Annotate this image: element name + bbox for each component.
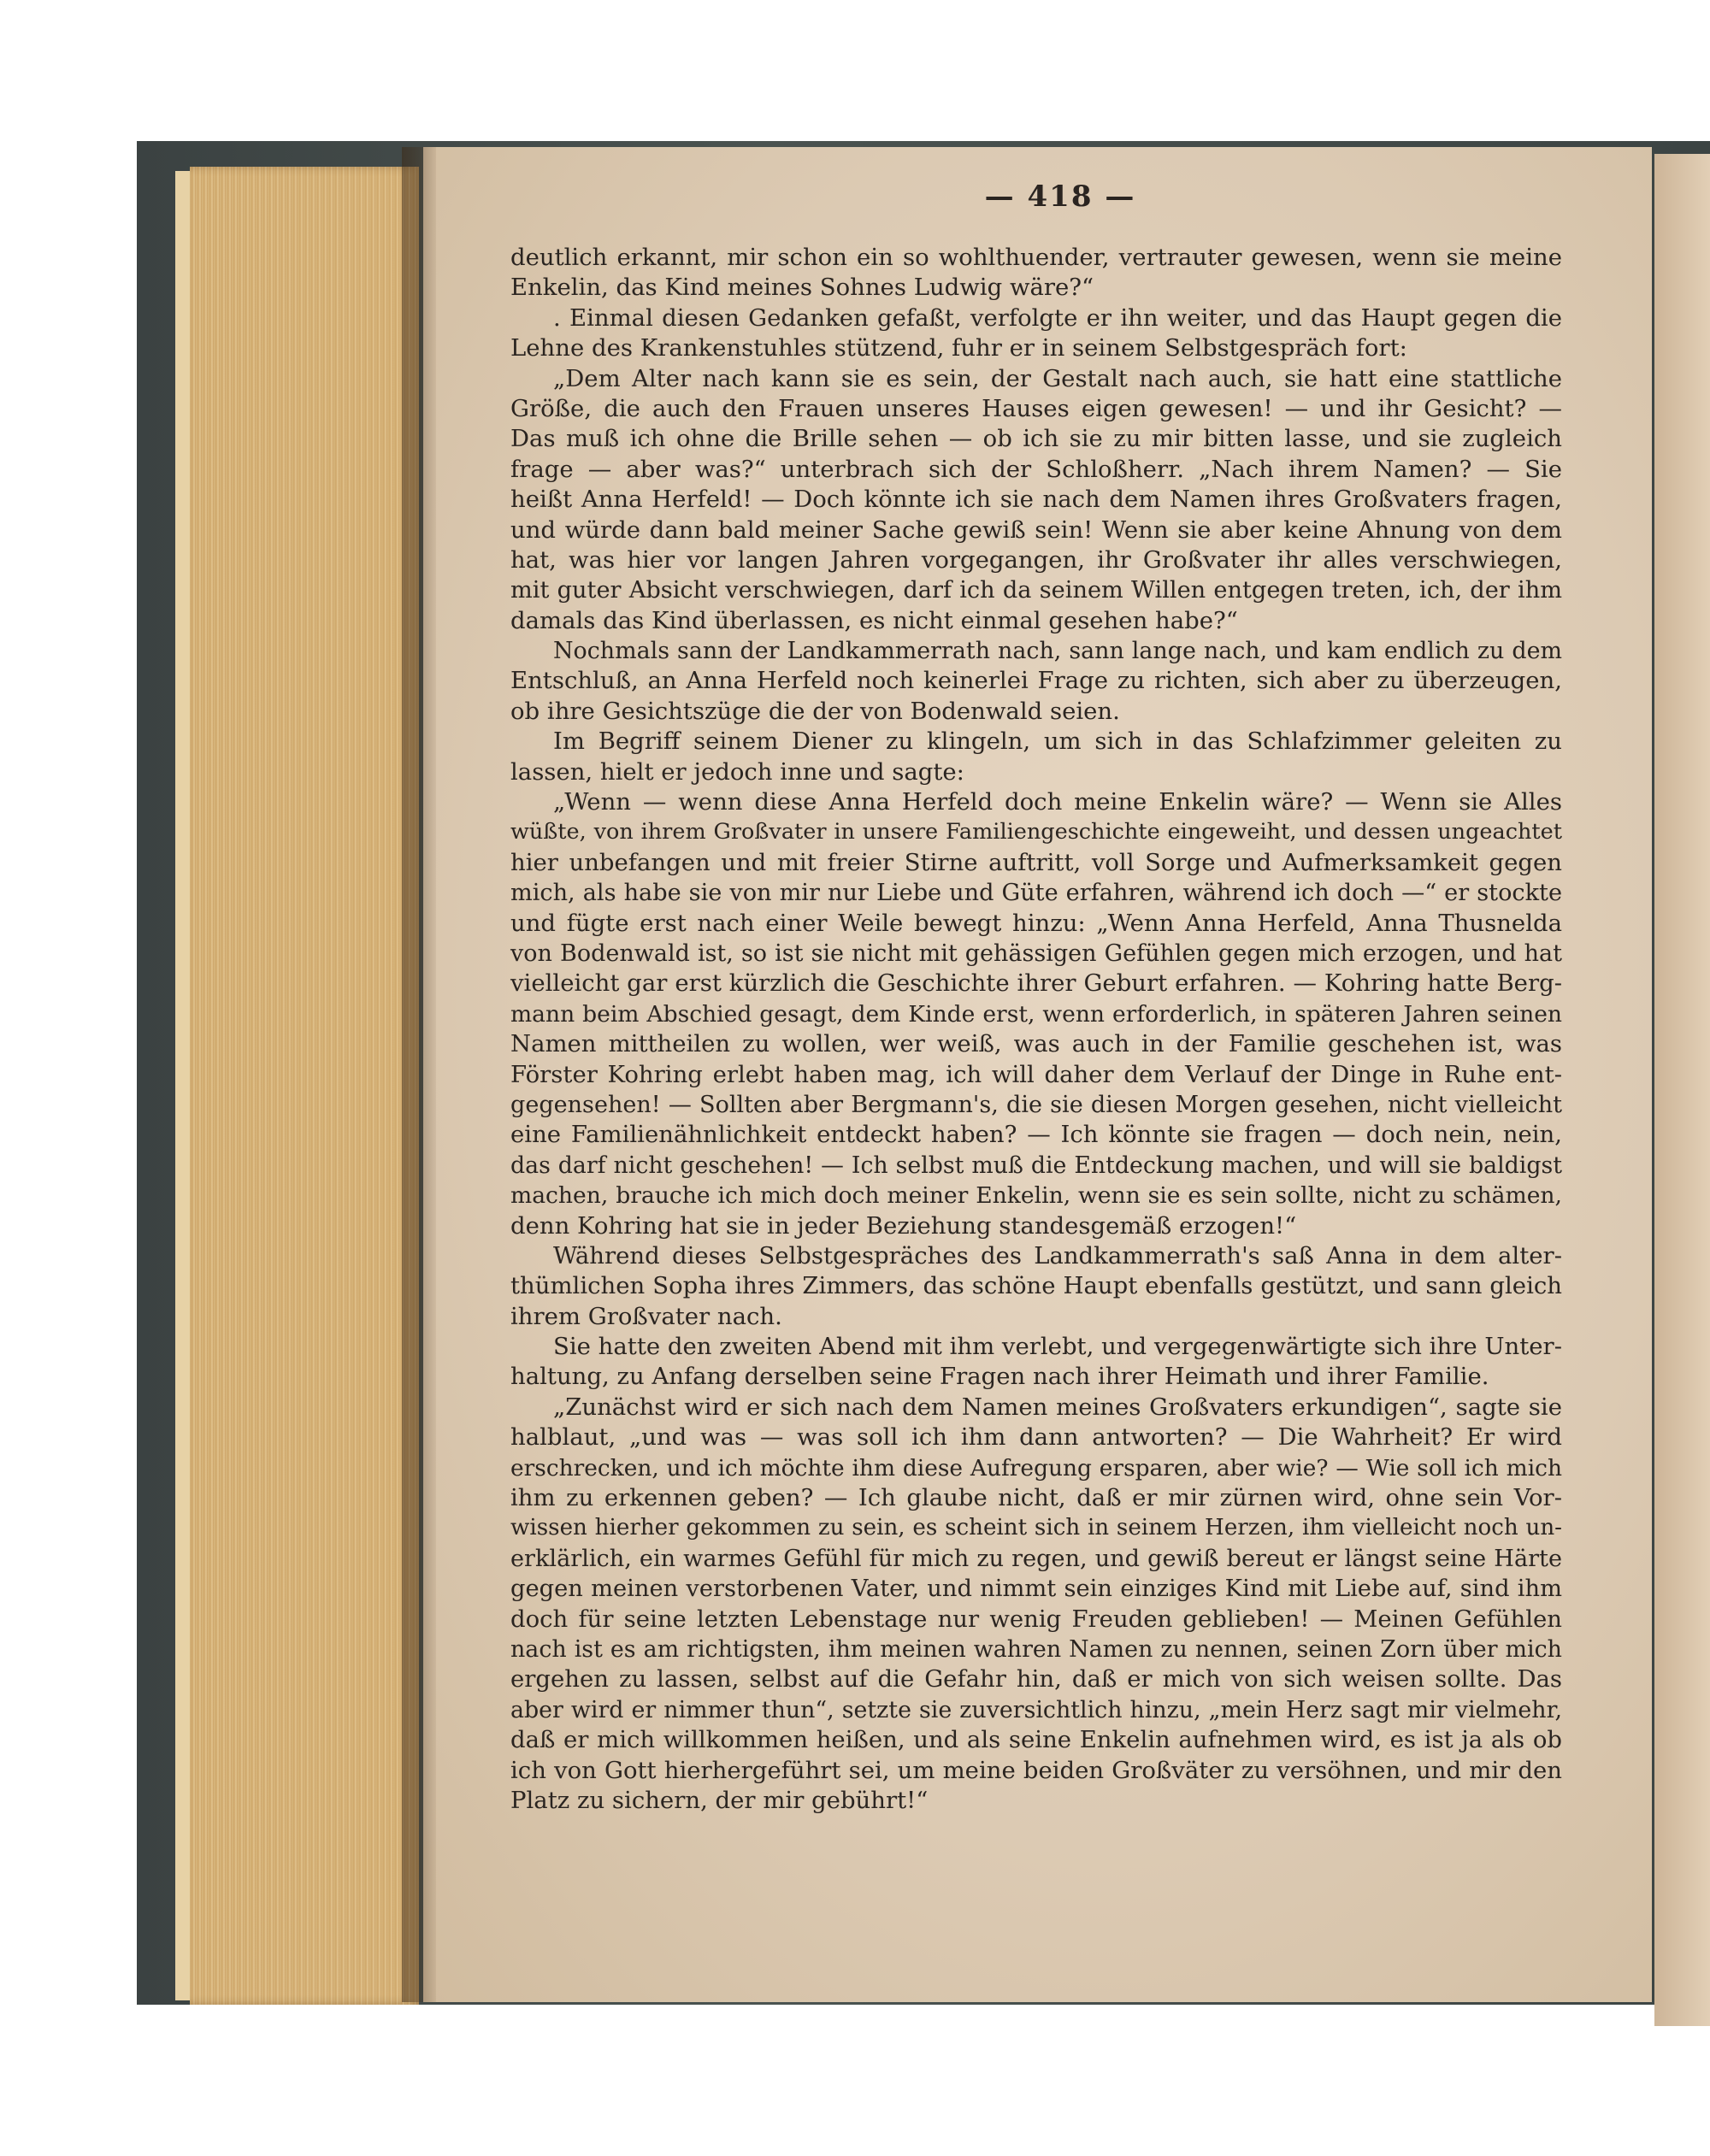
text-line: damals das Kind überlassen, es nicht einmal gesehen habe?“ — [510, 606, 1238, 634]
text-line: nach ist es am richtigsten, ihm meinen wahren Namen zu nennen, seinen Zorn über mich — [510, 1635, 1562, 1663]
text-line: halblaut, „und was — was soll ich ihm dann antworten? — Die Wahrheit? Er wird — [510, 1423, 1562, 1452]
text-line: Enkelin, das Kind meines Sohnes Ludwig wäre?“ — [510, 274, 1094, 302]
text-line: Entschluß, an Anna Herfeld noch keinerlei Frage zu richten, sich aber zu überzeugen, — [510, 667, 1562, 695]
facing-page-edge — [1654, 154, 1710, 2026]
text-line: eine Familienähnlichkeit entdeckt haben? — Ich könnte sie fragen — doch nein, nein, — [510, 1121, 1562, 1149]
body-text — [510, 243, 1562, 1816]
text-line: gegensehen! — Sollten aber Bergmann's, die sie diesen Morgen gesehen, nicht vielleicht — [510, 1091, 1562, 1118]
text-line: ihm zu erkennen geben? — Ich glaube nicht, daß er mir zürnen wird, ohne sein Vor- — [510, 1484, 1562, 1512]
text-line: erklärlich, ein warmes Gefühl für mich zu regen, und gewiß bereut er längst seine Härte — [510, 1545, 1562, 1572]
text-line: das darf nicht geschehen! — Ich selbst muß die Entdeckung machen, und will sie baldigst — [510, 1152, 1562, 1179]
text-line: . Einmal diesen Gedanken gefaßt, verfolgte er ihn weiter, und das Haupt gegen die — [553, 303, 1562, 332]
text-line: ihrem Großvater nach. — [510, 1302, 782, 1330]
text-line: „Wenn — wenn diese Anna Herfeld doch meine Enkelin wäre? — Wenn sie Alles — [553, 788, 1562, 816]
page-edges-stack — [190, 167, 419, 2005]
text-line: doch für seine letzten Lebenstage nur wenig Freuden geblieben! — Meinen Gefühlen — [510, 1605, 1562, 1633]
text-line: Sie hatte den zweiten Abend mit ihm verlebt, und vergegenwärtigte sich ihre Unter- — [553, 1333, 1562, 1361]
text-line: mit guter Absicht verschwiegen, darf ich da seinem Willen entgegen treten, ich, der ihm — [510, 577, 1562, 604]
text-line: thümlichen Sopha ihres Zimmers, das schöne Haupt ebenfalls gestützt, und sann gleich — [510, 1272, 1562, 1300]
text-line: Namen mittheilen zu wollen, wer weiß, was auch in der Familie geschehen ist, was — [510, 1030, 1562, 1058]
text-line: erschrecken, und ich möchte ihm diese Aufregung ersparen, aber wie? — Wie soll ich mich — [510, 1454, 1562, 1482]
text-line: deutlich erkannt, mir schon ein so wohlthuender, vertrauter gewesen, wenn sie meine — [510, 244, 1562, 271]
text-line: Nochmals sann der Landkammerrath nach, sann lange nach, und kam endlich zu dem — [553, 638, 1562, 665]
text-line: vielleicht gar erst kürzlich die Geschichte ihrer Geburt erfahren. — Kohring hatte Berg- — [510, 969, 1562, 998]
book-gutter — [402, 147, 436, 2002]
text-line: machen, brauche ich mich doch meiner Enkelin, wenn sie es sein sollte, nicht zu schämen, — [510, 1182, 1562, 1210]
text-line: aber wird er nimmer thun“, setzte sie zuversichtlich hinzu, „mein Herz sagt mir vielmehr, — [510, 1696, 1562, 1723]
text-line: denn Kohring hat sie in jeder Beziehung standesgemäß erzogen!“ — [510, 1211, 1297, 1240]
text-line: von Bodenwald ist, so ist sie nicht mit gehässigen Gefühlen gegen mich erzogen, und hat — [510, 940, 1562, 967]
text-line: Das muß ich ohne die Brille sehen — ob ich sie zu mir bitten lasse, und sie zugleich — [510, 425, 1562, 453]
text-line: frage — aber was?“ unterbrach sich der Schloßherr. „Nach ihrem Namen? — Sie — [510, 455, 1562, 483]
text-line: Während dieses Selbstgespräches des Landkammerrath's saß Anna in dem alter- — [553, 1241, 1562, 1269]
text-line: „Dem Alter nach kann sie es sein, der Gestalt nach auch, sie hatt eine stattliche — [553, 364, 1562, 392]
text-line: Lehne des Krankenstuhles stützend, fuhr er in seinem Selbstgespräch fort: — [510, 334, 1407, 362]
text-line: und würde dann bald meiner Sache gewiß sein! Wenn sie aber keine Ahnung von dem — [510, 515, 1562, 544]
text-line: „Zunächst wird er sich nach dem Namen meines Großvaters erkundigen“, sagte sie — [553, 1393, 1562, 1421]
text-line: heißt Anna Herfeld! — Doch könnte ich sie nach dem Namen ihres Großvaters fragen, — [510, 486, 1562, 514]
text-line: gegen meinen verstorbenen Vater, und nimmt sein einziges Kind mit Liebe auf, sind ihm — [510, 1576, 1562, 1603]
text-line: daß er mich willkommen heißen, und als seine Enkelin aufnehmen wird, es ist ja als ob — [510, 1726, 1562, 1754]
text-line: ob ihre Gesichtszüge die der von Bodenwald seien. — [510, 697, 1120, 725]
text-line: hat, was hier vor langen Jahren vorgegangen, ihr Großvater ihr alles verschwiegen, — [510, 545, 1562, 574]
text-line: ich von Gott hierhergeführt sei, um meine beiden Großväter zu versöhnen, und mir den — [510, 1756, 1562, 1784]
text-line: Förster Kohring erlebt haben mag, ich will daher dem Verlauf der Dinge in Ruhe ent- — [510, 1060, 1562, 1088]
text-line: Im Begriff seinem Diener zu klingeln, um sich in das Schlafzimmer geleiten zu — [553, 728, 1562, 756]
text-line: ergehen zu lassen, selbst auf die Gefahr hin, daß er mich von sich weisen sollte. Das — [510, 1665, 1562, 1694]
text-line: Größe, die auch den Frauen unseres Hauses eigen gewesen! — und ihr Gesicht? — — [510, 394, 1562, 422]
text-line: wissen hierher gekommen zu sein, es scheint sich in seinem Herzen, ihm vielleicht noch un- — [510, 1515, 1562, 1541]
text-line: Platz zu sichern, der mir gebührt!“ — [510, 1786, 929, 1814]
text-line: und fügte erst nach einer Weile bewegt hinzu: „Wenn Anna Herfeld, Anna Thusnelda — [510, 909, 1562, 937]
text-line: mich, als habe sie von mir nur Liebe und Güte erfahren, während ich doch —“ er stockte — [510, 880, 1562, 907]
page-number: — 418 — — [984, 180, 1136, 214]
text-line: mann beim Abschied gesagt, dem Kinde erst, wenn erforderlich, in späteren Jahren seinen — [510, 1000, 1562, 1028]
text-line: lassen, hielt er jedoch inne und sagte: — [510, 757, 964, 786]
text-line: wüßte, von ihrem Großvater in unsere Familiengeschichte eingeweiht, und dessen ungeachtet — [510, 819, 1562, 845]
text-line: hier unbefangen und mit freier Stirne auftritt, voll Sorge und Aufmerksamkeit gegen — [510, 848, 1562, 876]
text-line: haltung, zu Anfang derselben seine Fragen nach ihrer Heimath und ihrer Familie. — [510, 1363, 1489, 1391]
